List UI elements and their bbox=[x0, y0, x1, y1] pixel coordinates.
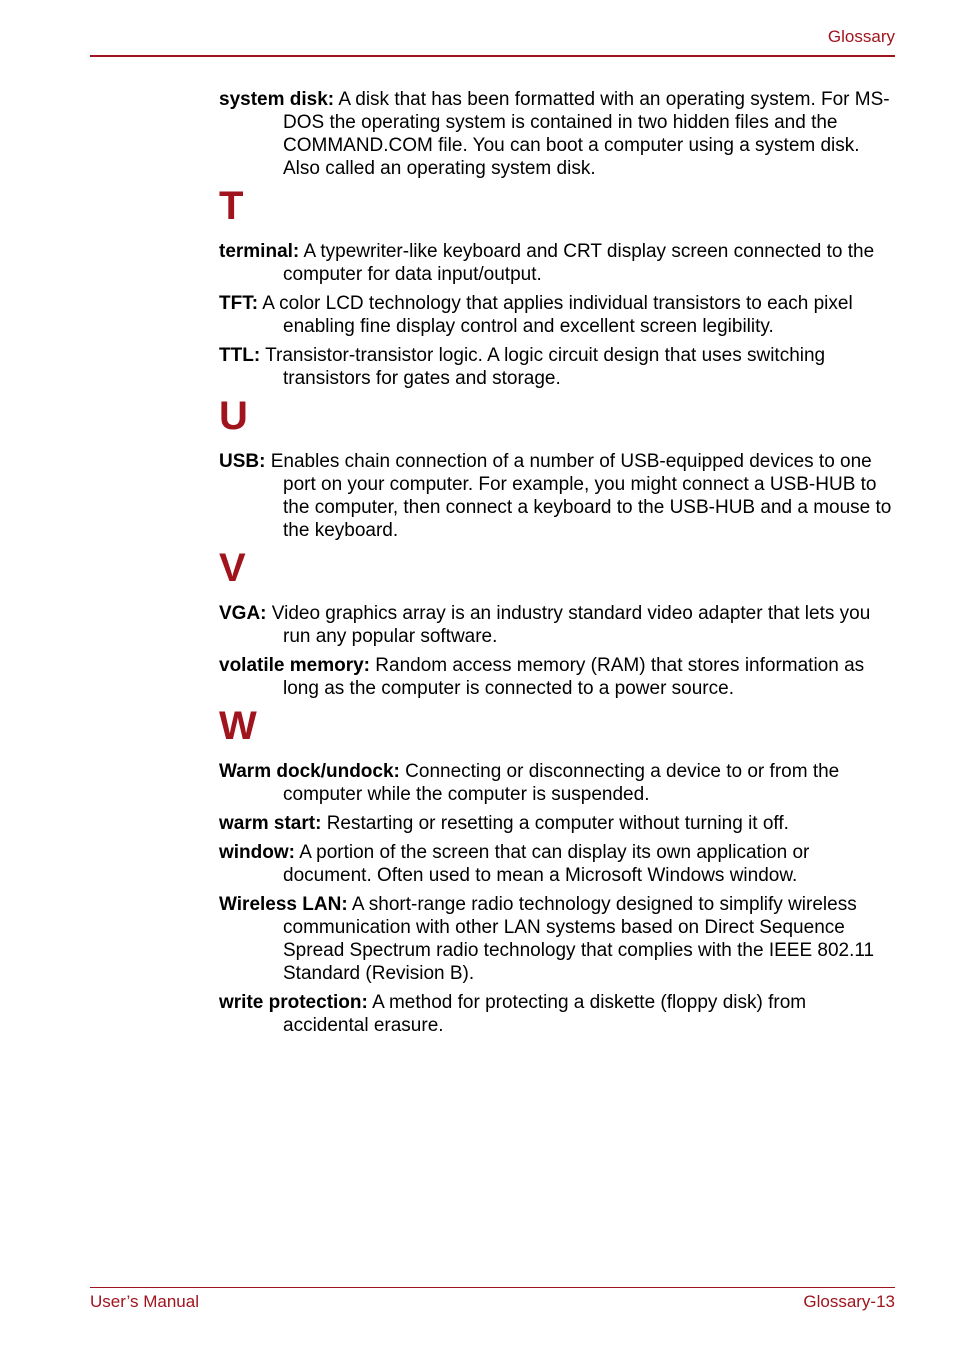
glossary-term: warm start: bbox=[219, 813, 322, 834]
glossary-definition: A typewriter-like keyboard and CRT display screen connected to the computer for data input/output. bbox=[283, 241, 875, 285]
glossary-definition: A color LCD technology that applies individual transistors to each pixel enabling fine display control and excellent screen legibility. bbox=[262, 293, 853, 337]
footer-manual-title: User’s Manual bbox=[90, 1292, 199, 1311]
glossary-term: Wireless LAN: bbox=[219, 894, 348, 915]
glossary-entry-vga bbox=[219, 602, 895, 648]
glossary-term: TTL: bbox=[219, 345, 261, 366]
glossary-entry-usb bbox=[219, 450, 895, 542]
glossary-definition: A portion of the screen that can display its own application or document. Often used to mean a Microsoft Windows window. bbox=[283, 842, 810, 886]
glossary-term: VGA: bbox=[219, 603, 267, 624]
glossary-definition: Random access memory (RAM) that stores information as long as the computer is connected to a power source. bbox=[283, 655, 865, 699]
glossary-entry-warm-start bbox=[219, 812, 895, 835]
glossary-entry-system-disk bbox=[219, 88, 895, 180]
glossary-entry-terminal bbox=[219, 240, 895, 286]
glossary-entry-tft bbox=[219, 292, 895, 338]
glossary-term: USB: bbox=[219, 451, 266, 472]
page-footer bbox=[90, 1287, 895, 1311]
section-letter-t: T bbox=[219, 184, 244, 228]
glossary-definition: A method for protecting a diskette (floppy disk) from accidental erasure. bbox=[283, 992, 807, 1036]
glossary-content bbox=[219, 88, 895, 1043]
glossary-term: window: bbox=[219, 842, 295, 863]
glossary-term: Warm dock/undock: bbox=[219, 761, 400, 782]
glossary-definition: Video graphics array is an industry standard video adapter that lets you run any popular software. bbox=[271, 603, 871, 647]
glossary-entry-ttl bbox=[219, 344, 895, 390]
glossary-definition: Restarting or resetting a computer without turning it off. bbox=[326, 813, 789, 834]
glossary-term: TFT: bbox=[219, 293, 259, 314]
glossary-term: write protection: bbox=[219, 992, 368, 1013]
glossary-term: terminal: bbox=[219, 241, 300, 262]
glossary-definition: Connecting or disconnecting a device to or from the computer while the computer is suspended. bbox=[283, 761, 840, 805]
glossary-definition: Transistor-transistor logic. A logic circuit design that uses switching transistors for gates and storage. bbox=[265, 345, 826, 389]
section-letter-v: V bbox=[219, 546, 246, 590]
glossary-term: volatile memory: bbox=[219, 655, 370, 676]
glossary-entry-window bbox=[219, 841, 895, 887]
section-letter-w: W bbox=[219, 704, 257, 748]
glossary-definition: A disk that has been formatted with an operating system. For MS-DOS the operating system is contained in two hidden files and the COMMAND.COM file. You can boot a computer using a system disk. Also called an operating system disk. bbox=[283, 89, 890, 179]
page-header bbox=[90, 24, 895, 57]
footer-page-number: Glossary-13 bbox=[803, 1292, 895, 1311]
glossary-entry-write-protection bbox=[219, 991, 895, 1037]
glossary-entry-wireless-lan bbox=[219, 893, 895, 985]
glossary-term: system disk: bbox=[219, 89, 335, 110]
glossary-definition: Enables chain connection of a number of USB-equipped devices to one port on your computer. For example, you might connect a USB-HUB to the computer, then connect a keyboard to the USB-HUB and a mouse to the keyboard. bbox=[270, 451, 892, 541]
header-section-title: Glossary bbox=[827, 27, 895, 46]
glossary-entry-warm-dock-undock bbox=[219, 760, 895, 806]
glossary-entry-volatile-memory bbox=[219, 654, 895, 700]
section-letter-u: U bbox=[219, 394, 248, 438]
glossary-definition: A short-range radio technology designed to simplify wireless communication with other LAN systems based on Direct Sequence Spread Spectrum radio technology that complies with the IEEE 802.11 Standard (Revision B). bbox=[283, 894, 875, 984]
